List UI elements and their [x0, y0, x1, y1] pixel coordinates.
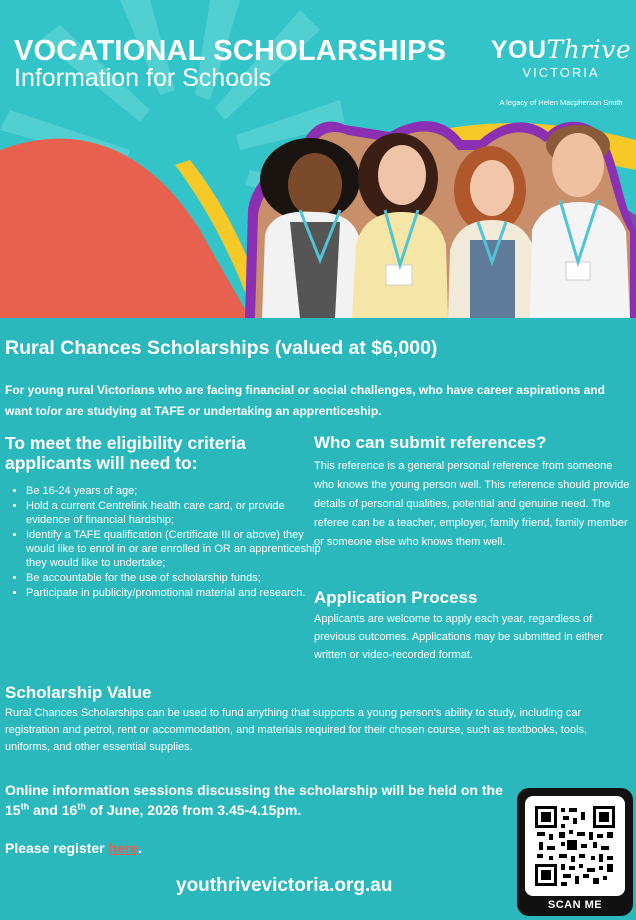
person-1 [260, 138, 362, 318]
logo-wordmark [488, 36, 634, 64]
sessions-sup-2: th [77, 801, 86, 812]
sessions-sup-1: th [20, 801, 30, 812]
list-item: • Participate in publicity/promotional material and research. [26, 586, 326, 600]
application-process-body: Applicants are welcome to apply each year, regardless of previous outcomes. Applications may be submitted in either written or video-recorded format. [314, 613, 604, 661]
sessions-part-3: of June, 2026 from 3.45-4.15pm. [85, 802, 302, 818]
scholarship-value-body: Rural Chances Scholarships can be used to fund anything that supports a young person’s ability to study, including car registration and petrol, rent or accommodation, and materials required for their chosen course, such as textbooks, tools, uniforms, and other essential supplies. [5, 707, 588, 753]
logo-region: VICTORIA [522, 65, 600, 80]
application-process-heading: Application Process [314, 588, 478, 607]
scholarship-value-section [5, 683, 631, 756]
page-title: VOCATIONAL SCHOLARSHIPS [14, 35, 447, 67]
references-body: This reference is a general personal reference from someone who knows the young person well. This reference should provide details of personal qualities, potential and genuine need. The referee can be a teacher, employer, family friend, family member or someone else who knows them well. [314, 460, 630, 548]
eligibility-list [10, 484, 326, 601]
register-prefix: Please register [5, 840, 109, 856]
sessions-part-1: Online information sessions discussing the scholarship will be held on the 15 [5, 782, 503, 818]
list-item: • Hold a current Centrelink health care card, or provide evidence of financial hardship; [26, 499, 326, 527]
page-subtitle: Information for Schools [14, 64, 272, 92]
register-line [5, 838, 142, 858]
qr-code[interactable] [517, 788, 633, 916]
scholarship-value-heading: Scholarship Value [5, 683, 152, 702]
list-item: • Identify a TAFE qualification (Certificate III or above) they would like to enrol in or are enrolled in OR an apprenticeship they would like to undertake; [26, 528, 326, 570]
register-link[interactable]: here [108, 840, 139, 856]
qr-code-image [525, 796, 625, 896]
sessions-part-2: and 16 [29, 802, 78, 818]
list-item: • Be 16-24 years of age; [26, 484, 326, 498]
logo-tagline: A legacy of Helen Macpherson Smith [499, 98, 623, 107]
qr-pattern [535, 806, 615, 886]
info-sessions-text [5, 780, 505, 820]
rural-chances-heading: Rural Chances Scholarships (valued at $6,000) [5, 337, 438, 359]
logo-thrive: Thrive [546, 35, 632, 64]
logo-you: YOU [490, 36, 547, 64]
scan-me-label: SCAN ME [547, 899, 603, 911]
person-2 [352, 133, 448, 318]
header-banner [0, 0, 636, 318]
website-link[interactable]: youthrivevictoria.org.au [176, 875, 393, 896]
references-heading: Who can submit references? [314, 433, 547, 452]
rural-intro: For young rural Victorians who are facing financial or social challenges, who have career aspirations and want to/or are studying at TAFE or undertaking an apprenticeship. [5, 383, 605, 418]
application-process-section [314, 588, 630, 664]
references-section [314, 433, 630, 552]
register-suffix: . [138, 840, 142, 856]
list-item: • Be accountable for the use of scholarship funds; [26, 571, 326, 585]
eligibility-heading: To meet the eligibility criteria applicants will need to: [5, 433, 246, 473]
